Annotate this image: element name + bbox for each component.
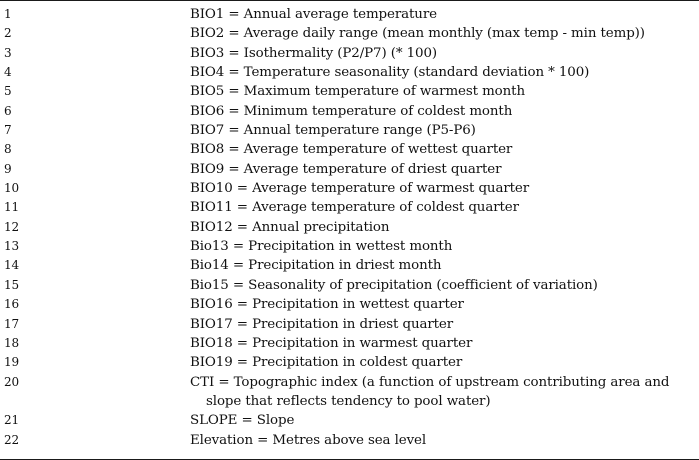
row-number: 15: [4, 277, 20, 292]
table-row: [0, 431, 699, 450]
row-number: 10: [4, 181, 20, 196]
table-row: [0, 179, 699, 198]
table-row: [0, 353, 699, 372]
table-row: [0, 44, 699, 63]
row-number: 11: [4, 200, 20, 215]
table-row: [0, 140, 699, 159]
table-row: [0, 5, 699, 24]
table-row: [0, 411, 699, 430]
row-description: BIO5 = Maximum temperature of warmest month: [190, 84, 525, 100]
row-description: BIO19 = Precipitation in coldest quarter: [190, 355, 463, 371]
row-number: 20: [4, 374, 20, 389]
row-description: BIO1 = Annual average temperature: [190, 7, 437, 22]
row-description: BIO3 = Isothermality (P2/P7) (* 100): [190, 45, 437, 61]
table-row: [0, 373, 699, 412]
table-row: [0, 102, 699, 121]
table-row: [0, 121, 699, 140]
row-description: Bio15 = Seasonality of precipitation (coefficient of variation): [190, 277, 598, 293]
row-number: 18: [4, 335, 20, 350]
row-number: 1: [4, 7, 12, 21]
row-number: 19: [4, 355, 20, 370]
row-description: BIO6 = Minimum temperature of coldest month: [190, 103, 513, 119]
row-description: BIO18 = Precipitation in warmest quarter: [190, 335, 473, 351]
table-row: [0, 256, 699, 275]
table-row: [0, 63, 699, 82]
row-number: 8: [4, 142, 12, 157]
table-row: [0, 218, 699, 237]
variables-grid: [0, 5, 699, 450]
row-number: 4: [4, 65, 12, 80]
row-description: BIO17 = Precipitation in driest quarter: [190, 316, 454, 332]
row-number: 5: [4, 84, 12, 99]
table-row: [0, 237, 699, 256]
row-number: 9: [4, 161, 12, 176]
row-description: Bio13 = Precipitation in wettest month: [190, 239, 453, 255]
table-top-rule: [0, 0, 699, 1]
row-description: BIO16 = Precipitation in wettest quarter: [190, 297, 464, 313]
row-description: BIO2 = Average daily range (mean monthly (max temp - min temp)): [190, 26, 645, 42]
row-description: BIO10 = Average temperature of warmest quarter: [190, 181, 530, 197]
row-number: 21: [4, 413, 20, 428]
row-number: 14: [4, 258, 20, 273]
row-number: 12: [4, 219, 20, 234]
row-number: 22: [4, 432, 20, 447]
row-number: 6: [4, 103, 12, 118]
row-description: BIO4 = Temperature seasonality (standard deviation * 100): [190, 65, 590, 81]
table-row: [0, 276, 699, 295]
row-number: 2: [4, 26, 12, 41]
row-number: 17: [4, 316, 20, 331]
row-description: CTI = Topographic index (a function of upstream contributing area and slope that reflects tendency to pool water): [190, 374, 670, 409]
row-description: BIO11 = Average temperature of coldest quarter: [190, 200, 519, 216]
table-row: [0, 295, 699, 314]
row-number: 16: [4, 297, 20, 312]
table-row: [0, 160, 699, 179]
row-number: 7: [4, 123, 12, 138]
table-row: [0, 315, 699, 334]
row-description: SLOPE = Slope: [190, 413, 295, 429]
row-description: BIO7 = Annual temperature range (P5-P6): [190, 123, 476, 139]
row-number: 13: [4, 239, 20, 254]
row-description: BIO9 = Average temperature of driest quarter: [190, 161, 502, 177]
row-description: BIO12 = Annual precipitation: [190, 219, 390, 235]
row-description: Bio14 = Precipitation in driest month: [190, 258, 442, 274]
table-row: [0, 198, 699, 217]
table-row: [0, 334, 699, 353]
table-row: [0, 82, 699, 101]
table-row: [0, 24, 699, 43]
row-description: BIO8 = Average temperature of wettest quarter: [190, 142, 513, 158]
row-description: Elevation = Metres above sea level: [190, 432, 427, 448]
row-number: 3: [4, 45, 12, 60]
